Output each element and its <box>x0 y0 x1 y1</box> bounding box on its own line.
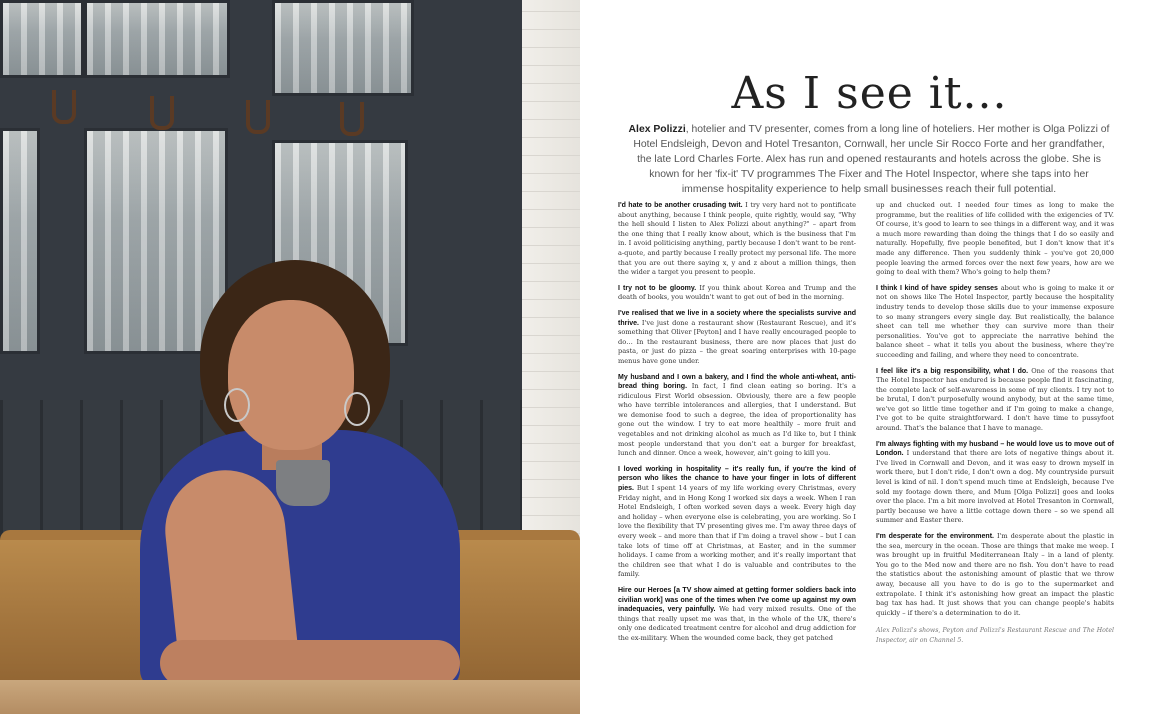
paragraph <box>876 284 1114 361</box>
paragraph <box>618 373 856 459</box>
paragraph <box>618 465 856 580</box>
paragraph-lead: I think I kind of have spidey senses <box>876 284 998 292</box>
right-column <box>876 201 1114 652</box>
paragraph <box>876 367 1114 434</box>
paragraph-text: up and chucked out. I needed four times as long to make the programme, but the realities of life collided with the exigencies of TV. Of course, it's good to learn to see things in a different way, and it was a much more rewarding than doing the things that I do so easily and naturally. Hopefully, five people benefited, but I don't know that it's made any difference. Then you suddenly think – you've got 20,000 people leaving the armed forces over the next few years, how are we going to deal with them? Who's going to help them? <box>876 201 1114 277</box>
paragraph <box>618 201 856 278</box>
paragraph-lead: I've realised that we live in a society where the specialists survive and thrive. <box>618 309 856 327</box>
left-column <box>618 201 856 650</box>
paragraph-text: We had very mixed results. One of the things that really upset me was that, in the whole of the UK, there's only one dedicated treatment centre for alcohol and drug addiction for the ex-military. When the wounded come back, they get patched <box>618 605 857 642</box>
intro-text: , hotelier and TV presenter, comes from a long line of hoteliers. Her mother is Olga Polizzi of Hotel Endsleigh, Devon and Hotel Tresanton, Cornwall, her uncle Sir Rocco Forte and her grandfather, the late Lord Charles Forte. Alex has run and opened restaurants and hotels across the globe. She is known for her 'fix-it' TV programmes The Fixer and The Hotel Inspector, where she taps into her immense hospitality experience to help small businesses reach their full potential. <box>633 124 1110 196</box>
paragraph <box>618 586 856 644</box>
paragraph-lead: I loved working in hospitality – it's really fun, if you're the kind of person who likes the chance to have your finger in lots of different pies. <box>618 465 856 493</box>
paragraph-text: I've just done a restaurant show (Restaurant Rescue), and it's something that Oliver [Peyton] and I have really encouraged people to do… In the restaurant business, there are now places that just do pasta, or just do pizza – the great soaring enterprises with 10-page menus have gone under. <box>618 318 856 365</box>
paragraph-text: If you think about Korea and Trump and the death of books, you wouldn't want to get out of bed in the morning. <box>618 283 857 302</box>
paragraph-text: I try very hard not to pontificate about anything, because I think people, quite rightly, would say, "Why the hell should I listen to Alex Polizzi about anything?" – apart from the one thing that I really know about, which is the business that I'm in. I avoid politicising anything, partly because I don't want to be rent-a-quote, and partly because I really protect my personal life. The more that you are out there saying x, y and z about a million things, then the wider a target you present to people. <box>618 201 856 277</box>
paragraph <box>876 440 1114 526</box>
table <box>0 680 580 714</box>
paragraph <box>876 201 1114 278</box>
paragraph-text: One of the reasons that The Hotel Inspector has endured is because people find it fascinating, the complete lack of self-awareness in some of my clients. I try not to be brutal, I don't purposefully wound anybody, but at the same time, we've got so little time together and if I'm going to make a change, I've got to be quite straightforward. I don't have time to pussyfoot around. That's the balance that I have to manage. <box>876 366 1114 433</box>
earring-right <box>344 392 370 426</box>
paragraph-lead: I try not to be gloomy. <box>618 284 697 292</box>
paragraph-text: I'm desperate about the plastic in the sea, mercury in the ocean. Those are things that make me weep. I was brought up in fruitful Mediterranean Italy – in a land of plenty. You go to the Med now and there are no fish. You don't have to read the statistics about the astonishing amount of plastic that we throw away, because all you have to do is go to the supermarket and extrapolate. I think it's astonishing how great an impact the plastic bag tax has had. It just shows that you can change people's habits quickly – if there's a determination to do it. <box>876 532 1114 617</box>
paragraph <box>876 532 1114 618</box>
coffee-cup <box>276 460 330 506</box>
paragraph-text: But I spent 14 years of my life working every Christmas, every Friday night, and in Hong Kong I worked six days a week. When I ran Hotel Endsleigh, I often worked seven days a week. Every high day and holiday – when everyone else is celebrating, you are working. So I love the flexibility that TV presenting gives me. I'm away three days of every week – and more than that if I'm doing a travel show – but I can take lots of time off at Christmas, at Easter, and in the summer holidays. I came from a working mother, and it's really important that the children see that what I do is valuable and contributes to the family. <box>618 484 856 579</box>
earring-left <box>224 388 250 422</box>
paragraph-text: I understand that there are lots of negative things about it. I've lived in Cornwall and Devon, and it was easy to drown myself in work there, but I don't ride, I don't own a dog. My countryside pursuit level is kind of nil. I don't spend much time at Endsleigh, because I've sold my footage down there, and Mum [Olga Polizzi] goes and looks over the place. I'm a bit more involved at Hotel Tresanton in Cornwall, partly because we have a little cottage down there – so we spend all summer and Easter there. <box>876 449 1114 525</box>
intro-name: Alex Polizzi <box>628 124 686 135</box>
paragraph-lead: Hire our Heroes [a TV show aimed at getting former soldiers back into civilian work] was one of the times when I've come up against my own inadequacies, very painfully. <box>618 586 856 614</box>
article-intro <box>628 122 1110 197</box>
paragraph-lead: I'm desperate for the environment. <box>876 533 994 540</box>
paragraph <box>618 309 856 367</box>
article-caption: Alex Polizzi's shows, Peyton and Polizzi's Restaurant Rescue and The Hotel Inspector, air on Channel 5. <box>876 627 1114 644</box>
face <box>228 300 354 450</box>
paragraph-lead: I feel like it's a big responsibility, what I do. <box>876 367 1029 375</box>
paragraph-text: about who is going to make it or not on shows like The Hotel Inspector, partly because the hospitality industry tends to develop those skills due to your immense exposure to so many strangers every single day. But realistically, the balance sheet can tell me whether they can survive more than their personalities. You've got to appreciate the narrative behind the balance sheet – what it tells you about the business, where they're succeeding and failing, and where they need to concentrate. <box>876 283 1114 359</box>
paragraph-lead: I'd hate to be another crusading twit. <box>618 202 743 209</box>
paragraph-lead: My husband and I own a bakery, and I find the whole anti-wheat, anti-bread thing boring. <box>618 373 856 391</box>
paragraph-text: In fact, I find clean eating so boring. It's a ridiculous First World obsession. Obviously, there are a few people who have terrible intolerances and allergies, that I understand. But we demonise food to such a degree, the idea of proportionality has gone out the window. I try to eat more healthily – more fruit and vegetables and not drinking alcohol as much as I'd like to, but I think most people understand that you don't eat a burger for breakfast, lunch and dinner. Once a week, however, ain't going to kill you. <box>618 382 856 458</box>
article-page <box>580 0 1159 714</box>
article-title: As I see it... <box>731 68 1008 119</box>
paragraph-lead: I'm always fighting with my husband – he would love us to move out of London. <box>876 440 1114 458</box>
paragraph <box>618 284 856 303</box>
